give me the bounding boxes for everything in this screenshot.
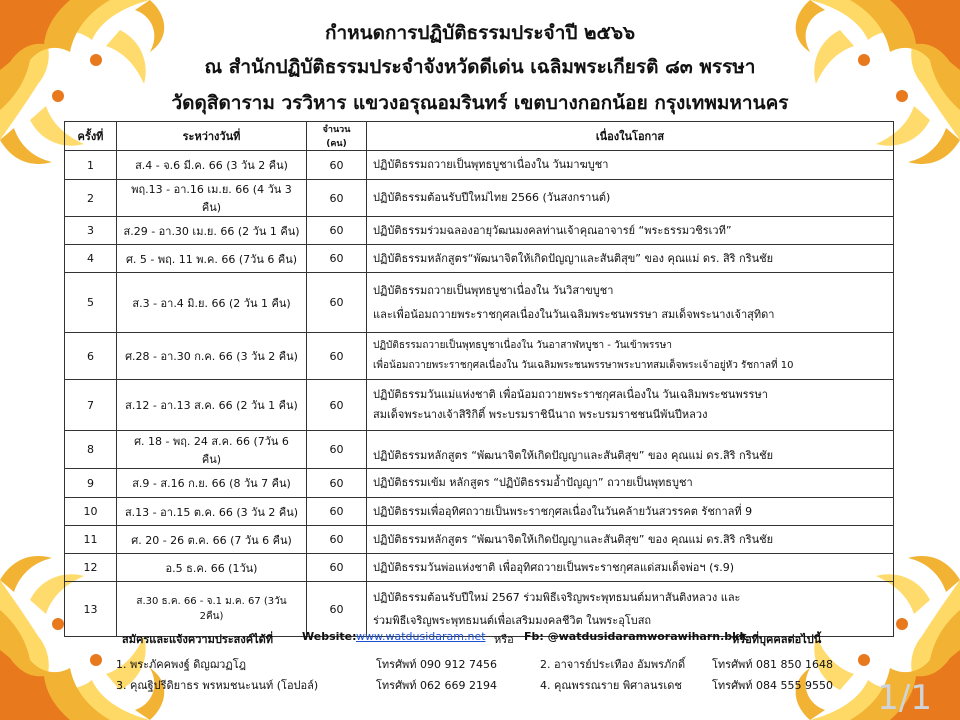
table-row — [65, 151, 894, 180]
page-subtitle: ณ สำนักปฏิบัติธรรมประจำจังหวัดดีเด่น เฉลิมพระเกียรติ ๘๓ พรรษา — [204, 56, 756, 78]
table-row — [65, 333, 894, 380]
row-date: อ.5 ธ.ค. 66 (1วัน) — [117, 554, 307, 582]
occasion-line: ปฏิบัติธรรมต้อนรับปีใหม่ 2567 ร่วมพิธีเจริญพระพุทธมนต์มหาสันติงหลวง และ — [373, 590, 741, 604]
table-row — [65, 498, 894, 526]
row-count: 60 — [307, 151, 367, 180]
occasion-line: ปฏิบัติธรรมวันแม่แห่งชาติ เพื่อน้อมถวายพระราชกุศลเนื่องใน วันเฉลิมพระชนพรรษา — [373, 388, 768, 401]
occasion-line: และเพื่อน้อมถวายพระราชกุศลเนื่องในวันเฉลิมพระชนพรรษา สมเด็จพระนางเจ้าสุทิดา — [373, 307, 775, 321]
row-no: 11 — [65, 526, 117, 554]
row-count: 60 — [307, 431, 367, 469]
website-link[interactable]: www.watdusidaram.net — [356, 630, 486, 643]
table-row — [65, 526, 894, 554]
row-date: ศ. 18 - พฤ. 24 ส.ค. 66 (7วัน 6 คืน) — [117, 431, 307, 469]
website-label: Website: — [302, 630, 357, 643]
page-location: วัดดุสิดาราม วรวิหาร แขวงอรุณอมรินทร์ เขตบางกอกน้อย กรุงเทพมหานคร — [171, 92, 789, 114]
row-date: ศ.28 - อา.30 ก.ค. 66 (3 วัน 2 คืน) — [117, 333, 307, 380]
table-header-row — [65, 122, 894, 151]
row-count: 60 — [307, 498, 367, 526]
facebook-handle: Fb: @watdusidaramworawiharn.bkk — [524, 630, 747, 643]
contact-phone: โทรศัพท์ 090 912 7456 — [376, 658, 498, 671]
or-text: หรือ — [494, 633, 514, 646]
occasion-line: ปฏิบัติธรรมหลักสูตร“พัฒนาจิตให้เกิดปัญญาและสันติสุข” ของ คุณแม่ ดร. สิริ กรินชัย — [373, 251, 774, 265]
occasion-line: ปฏิบัติธรรมถวายเป็นพุทธบูชาเนื่องใน วันวิสาขบูชา — [373, 283, 614, 297]
contact-name: 2. อาจารย์ประเทือง อัมพรภักดิ์ — [540, 658, 686, 671]
row-no: 9 — [65, 469, 117, 498]
row-no: 10 — [65, 498, 117, 526]
row-no: 1 — [65, 151, 117, 180]
occasion-line: ปฏิบัติธรรมเพื่ออุทิศถวายเป็นพระราชกุศลเนื่องในวันคล้ายวันสวรรคต รัชกาลที่ 9 — [373, 504, 753, 518]
row-count: 60 — [307, 245, 367, 273]
row-occasion — [367, 554, 894, 582]
row-count: 60 — [307, 217, 367, 245]
row-no: 3 — [65, 217, 117, 245]
row-occasion — [367, 333, 894, 380]
row-date: ส.30 ธ.ค. 66 - จ.1 ม.ค. 67 (3วัน 2คืน) — [117, 582, 307, 637]
row-no: 12 — [65, 554, 117, 582]
occasion-line: ปฏิบัติธรรมวันพ่อแห่งชาติ เพื่ออุทิศถวายเป็นพระราชกุศลแด่สมเด็จพ่อฯ (ร.9) — [373, 560, 735, 574]
page-title: กำหนดการปฏิบัติธรรมประจำปี ๒๕๖๖ — [324, 22, 636, 44]
row-occasion — [367, 469, 894, 498]
header-date: ระหว่างวันที่ — [117, 122, 307, 151]
occasion-line: ปฏิบัติธรรมหลักสูตร “พัฒนาจิตให้เกิดปัญญาและสันติสุข” ของ คุณแม่ ดร.สิริ กรินชัย — [373, 532, 774, 546]
row-date: ส.3 - อา.4 มิ.ย. 66 (2 วัน 1 คืน) — [117, 273, 307, 333]
table-row — [65, 180, 894, 217]
schedule-table — [64, 121, 894, 637]
row-count: 60 — [307, 380, 367, 431]
row-occasion — [367, 273, 894, 333]
row-occasion — [367, 526, 894, 554]
occasion-line: ปฏิบัติธรรมถวายเป็นพุทธบูชาเนื่องใน วันมาฆบูชา — [373, 158, 609, 171]
contact-name: 3. คุณฐิปรีดิยาธร พรหมชนะนนท์ (โอปอล์) — [116, 679, 319, 692]
row-date: ศ. 5 - พฤ. 11 พ.ค. 66 (7วัน 6 คืน) — [117, 245, 307, 273]
row-no: 4 — [65, 245, 117, 273]
or-persons-text: หรือที่บุคคลต่อไปนี้ — [732, 633, 822, 646]
occasion-line: ร่วมพิธีเจริญพระพุทธมนต์เพื่อเสริมมงคลชีวิต ในพระอุโบสถ — [373, 613, 652, 627]
table-row — [65, 273, 894, 333]
table-row — [65, 469, 894, 498]
occasion-line: สมเด็จพระนางเจ้าสิริกิติ์ พระบรมราชินีนาถ พระบรมราชชนนีพันปีหลวง — [373, 408, 708, 421]
table-row — [65, 431, 894, 469]
row-date: พฤ.13 - อา.16 เม.ย. 66 (4 วัน 3 คืน) — [117, 180, 307, 217]
row-date: ส.29 - อา.30 เม.ย. 66 (2 วัน 1 คืน) — [117, 217, 307, 245]
header-occasion: เนื่องในโอกาส — [367, 122, 894, 151]
row-no: 6 — [65, 333, 117, 380]
row-count: 60 — [307, 526, 367, 554]
contact-name: 4. คุณพรรณราย พิศาลนรเดช — [540, 679, 682, 692]
table-row — [65, 554, 894, 582]
header-no: ครั้งที่ — [65, 122, 117, 151]
row-occasion — [367, 245, 894, 273]
table-row — [65, 217, 894, 245]
occasion-line: เพื่อน้อมถวายพระราชกุศลเนื่องใน วันเฉลิมพระชนพรรษาพระบาทสมเด็จพระเจ้าอยู่หัว รัชกาลที่ 10 — [373, 360, 794, 371]
page-number: 1/1 — [877, 678, 932, 718]
occasion-line: ปฏิบัติธรรมร่วมฉลองอายุวัฒนมงคลท่านเจ้าคุณอาจารย์ “พระธรรมวชิรเวที” — [373, 223, 732, 237]
row-count: 60 — [307, 582, 367, 637]
row-no: 2 — [65, 180, 117, 217]
table-row — [65, 245, 894, 273]
apply-text: สมัครและแจ้งความประสงค์ได้ที่ — [122, 633, 274, 646]
row-date: ส.13 - อา.15 ต.ค. 66 (3 วัน 2 คืน) — [117, 498, 307, 526]
row-count: 60 — [307, 273, 367, 333]
contact-phone: โทรศัพท์ 084 555 9550 — [712, 679, 834, 692]
row-occasion — [367, 180, 894, 217]
row-no: 8 — [65, 431, 117, 469]
row-date: ศ. 20 - 26 ต.ค. 66 (7 วัน 6 คืน) — [117, 526, 307, 554]
row-date: ส.12 - อา.13 ส.ค. 66 (2 วัน 1 คืน) — [117, 380, 307, 431]
contact-phone: โทรศัพท์ 062 669 2194 — [376, 679, 498, 692]
row-occasion — [367, 582, 894, 637]
row-no: 7 — [65, 380, 117, 431]
row-no: 13 — [65, 582, 117, 637]
row-date: ส.9 - ส.16 ก.ย. 66 (8 วัน 7 คืน) — [117, 469, 307, 498]
row-date: ส.4 - จ.6 มี.ค. 66 (3 วัน 2 คืน) — [117, 151, 307, 180]
row-occasion — [367, 151, 894, 180]
row-occasion — [367, 498, 894, 526]
row-count: 60 — [307, 554, 367, 582]
row-occasion — [367, 431, 894, 469]
table-row — [65, 582, 894, 637]
occasion-line: ปฏิบัติธรรมหลักสูตร “พัฒนาจิตให้เกิดปัญญาและสันติสุข” ของ คุณแม่ ดร.สิริ กรินชัย — [373, 449, 774, 462]
table-row — [65, 380, 894, 431]
contact-phone: โทรศัพท์ 081 850 1648 — [712, 658, 834, 671]
row-count: 60 — [307, 469, 367, 498]
occasion-line: ปฏิบัติธรรมถวายเป็นพุทธบูชาเนื่องใน วันอาสาฬหบูชา - วันเข้าพรรษา — [373, 340, 672, 351]
contact-name: 1. พระภัคคพงฐ์ ดิญฌวฏโฎ — [116, 658, 246, 671]
row-occasion — [367, 217, 894, 245]
row-no: 5 — [65, 273, 117, 333]
header-count: จำนวน (คน) — [307, 122, 367, 151]
occasion-line: ปฏิบัติธรรมเข้ม หลักสูตร “ปฏิบัติธรรมอ้ำปัญญา” ถวายเป็นพุทธบูชา — [373, 476, 693, 489]
occasion-line: ปฏิบัติธรรมต้อนรับปีใหม่ไทย 2566 (วันสงกรานต์) — [373, 191, 611, 204]
row-count: 60 — [307, 333, 367, 380]
row-count: 60 — [307, 180, 367, 217]
row-occasion — [367, 380, 894, 431]
